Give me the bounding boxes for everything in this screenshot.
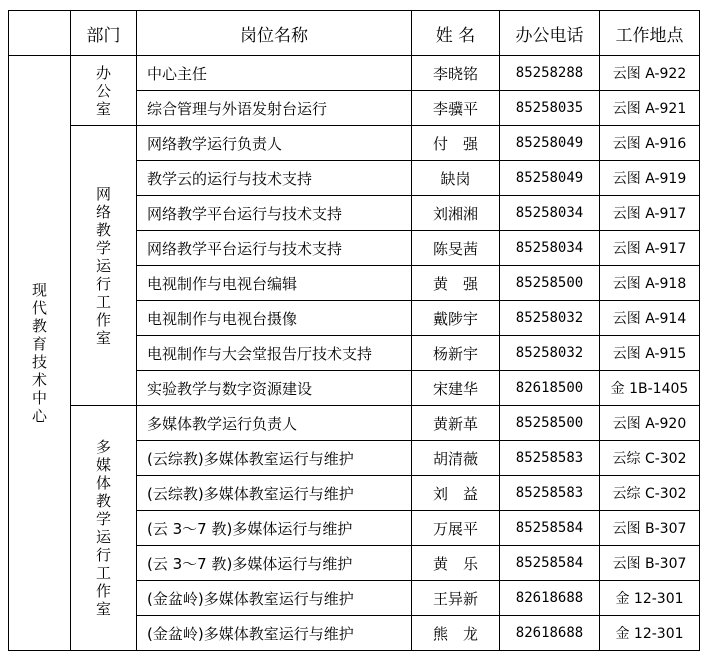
person-name-cell: 刘湘湘: [412, 196, 500, 231]
position-cell: 网络教学平台运行与技术支持: [137, 196, 412, 231]
table-row: [9, 126, 700, 161]
location-cell: 云图 A-920: [600, 406, 700, 441]
position-cell: 多媒体教学运行负责人: [137, 406, 412, 441]
location-cell: 云图 A-917: [600, 196, 700, 231]
phone-cell: 85258584: [500, 546, 600, 581]
phone-cell: 85258500: [500, 406, 600, 441]
location-cell: 云图 A-922: [600, 56, 700, 91]
location-cell: 金 12-301: [600, 581, 700, 616]
header-location: 工作地点: [600, 11, 700, 56]
phone-cell: 85258032: [500, 336, 600, 371]
person-name-cell: 王异新: [412, 581, 500, 616]
location-cell: 云综 C-302: [600, 476, 700, 511]
position-cell: (云综教)多媒体教室运行与维护: [137, 476, 412, 511]
phone-cell: 82618500: [500, 371, 600, 406]
phone-cell: 85258583: [500, 476, 600, 511]
location-cell: 云图 A-914: [600, 301, 700, 336]
header-name: 姓 名: [412, 11, 500, 56]
phone-cell: 85258035: [500, 91, 600, 126]
table-row: [9, 406, 700, 441]
person-name-cell: 李晓铭: [412, 56, 500, 91]
staff-table: [8, 10, 700, 651]
department-cell: [71, 56, 137, 126]
phone-cell: 85258049: [500, 126, 600, 161]
location-cell: 云图 A-921: [600, 91, 700, 126]
department-name: 多媒体教学运行工作室: [95, 438, 111, 618]
location-cell: 云图 A-915: [600, 336, 700, 371]
position-cell: 教学云的运行与技术支持: [137, 161, 412, 196]
person-name-cell: 刘 益: [412, 476, 500, 511]
table-row: [9, 56, 700, 91]
phone-cell: 85258034: [500, 231, 600, 266]
person-name-cell: 缺岗: [412, 161, 500, 196]
position-cell: 中心主任: [137, 56, 412, 91]
department-cell: [71, 126, 137, 406]
person-name-cell: 杨新宇: [412, 336, 500, 371]
position-cell: 实验教学与数字资源建设: [137, 371, 412, 406]
position-cell: (云综教)多媒体教室运行与维护: [137, 441, 412, 476]
location-cell: 云图 B-307: [600, 546, 700, 581]
phone-cell: 85258032: [500, 301, 600, 336]
location-cell: 云图 A-916: [600, 126, 700, 161]
location-cell: 金 12-301: [600, 616, 700, 651]
person-name-cell: 李骥平: [412, 91, 500, 126]
location-cell: 云图 B-307: [600, 511, 700, 546]
person-name-cell: 付 强: [412, 126, 500, 161]
phone-cell: 85258288: [500, 56, 600, 91]
phone-cell: 82618688: [500, 616, 600, 651]
header-row: [9, 11, 700, 56]
staff-directory: [8, 10, 700, 651]
position-cell: (金盆岭)多媒体教室运行与维护: [137, 581, 412, 616]
location-cell: 云图 A-918: [600, 266, 700, 301]
center-name: 现代教育技术中心: [31, 281, 47, 425]
department-name: 办公室: [95, 63, 111, 118]
phone-cell: 85258500: [500, 266, 600, 301]
position-cell: 网络教学平台运行与技术支持: [137, 231, 412, 266]
position-cell: 综合管理与外语发射台运行: [137, 91, 412, 126]
phone-cell: 85258583: [500, 441, 600, 476]
phone-cell: 85258049: [500, 161, 600, 196]
position-cell: (金盆岭)多媒体教室运行与维护: [137, 616, 412, 651]
department-name: 网络教学运行工作室: [95, 184, 111, 347]
phone-cell: 85258034: [500, 196, 600, 231]
person-name-cell: 陈旻茜: [412, 231, 500, 266]
phone-cell: 85258584: [500, 511, 600, 546]
header-blank: [9, 11, 71, 56]
position-cell: 电视制作与电视台摄像: [137, 301, 412, 336]
table-body: [9, 56, 700, 651]
center-name-cell: [9, 56, 71, 651]
location-cell: 云综 C-302: [600, 441, 700, 476]
department-cell: [71, 406, 137, 651]
location-cell: 云图 A-917: [600, 231, 700, 266]
phone-cell: 82618688: [500, 581, 600, 616]
person-name-cell: 戴陟宇: [412, 301, 500, 336]
location-cell: 金 1B-1405: [600, 371, 700, 406]
person-name-cell: 熊 龙: [412, 616, 500, 651]
location-cell: 云图 A-919: [600, 161, 700, 196]
person-name-cell: 黄 强: [412, 266, 500, 301]
person-name-cell: 黄 乐: [412, 546, 500, 581]
position-cell: (云 3～7 教)多媒体运行与维护: [137, 511, 412, 546]
header-phone: 办公电话: [500, 11, 600, 56]
person-name-cell: 胡清薇: [412, 441, 500, 476]
position-cell: 网络教学运行负责人: [137, 126, 412, 161]
position-cell: (云 3～7 教)多媒体运行与维护: [137, 546, 412, 581]
header-department: 部门: [71, 11, 137, 56]
header-position: 岗位名称: [137, 11, 412, 56]
person-name-cell: 宋建华: [412, 371, 500, 406]
position-cell: 电视制作与大会堂报告厅技术支持: [137, 336, 412, 371]
person-name-cell: 万展平: [412, 511, 500, 546]
person-name-cell: 黄新革: [412, 406, 500, 441]
position-cell: 电视制作与电视台编辑: [137, 266, 412, 301]
